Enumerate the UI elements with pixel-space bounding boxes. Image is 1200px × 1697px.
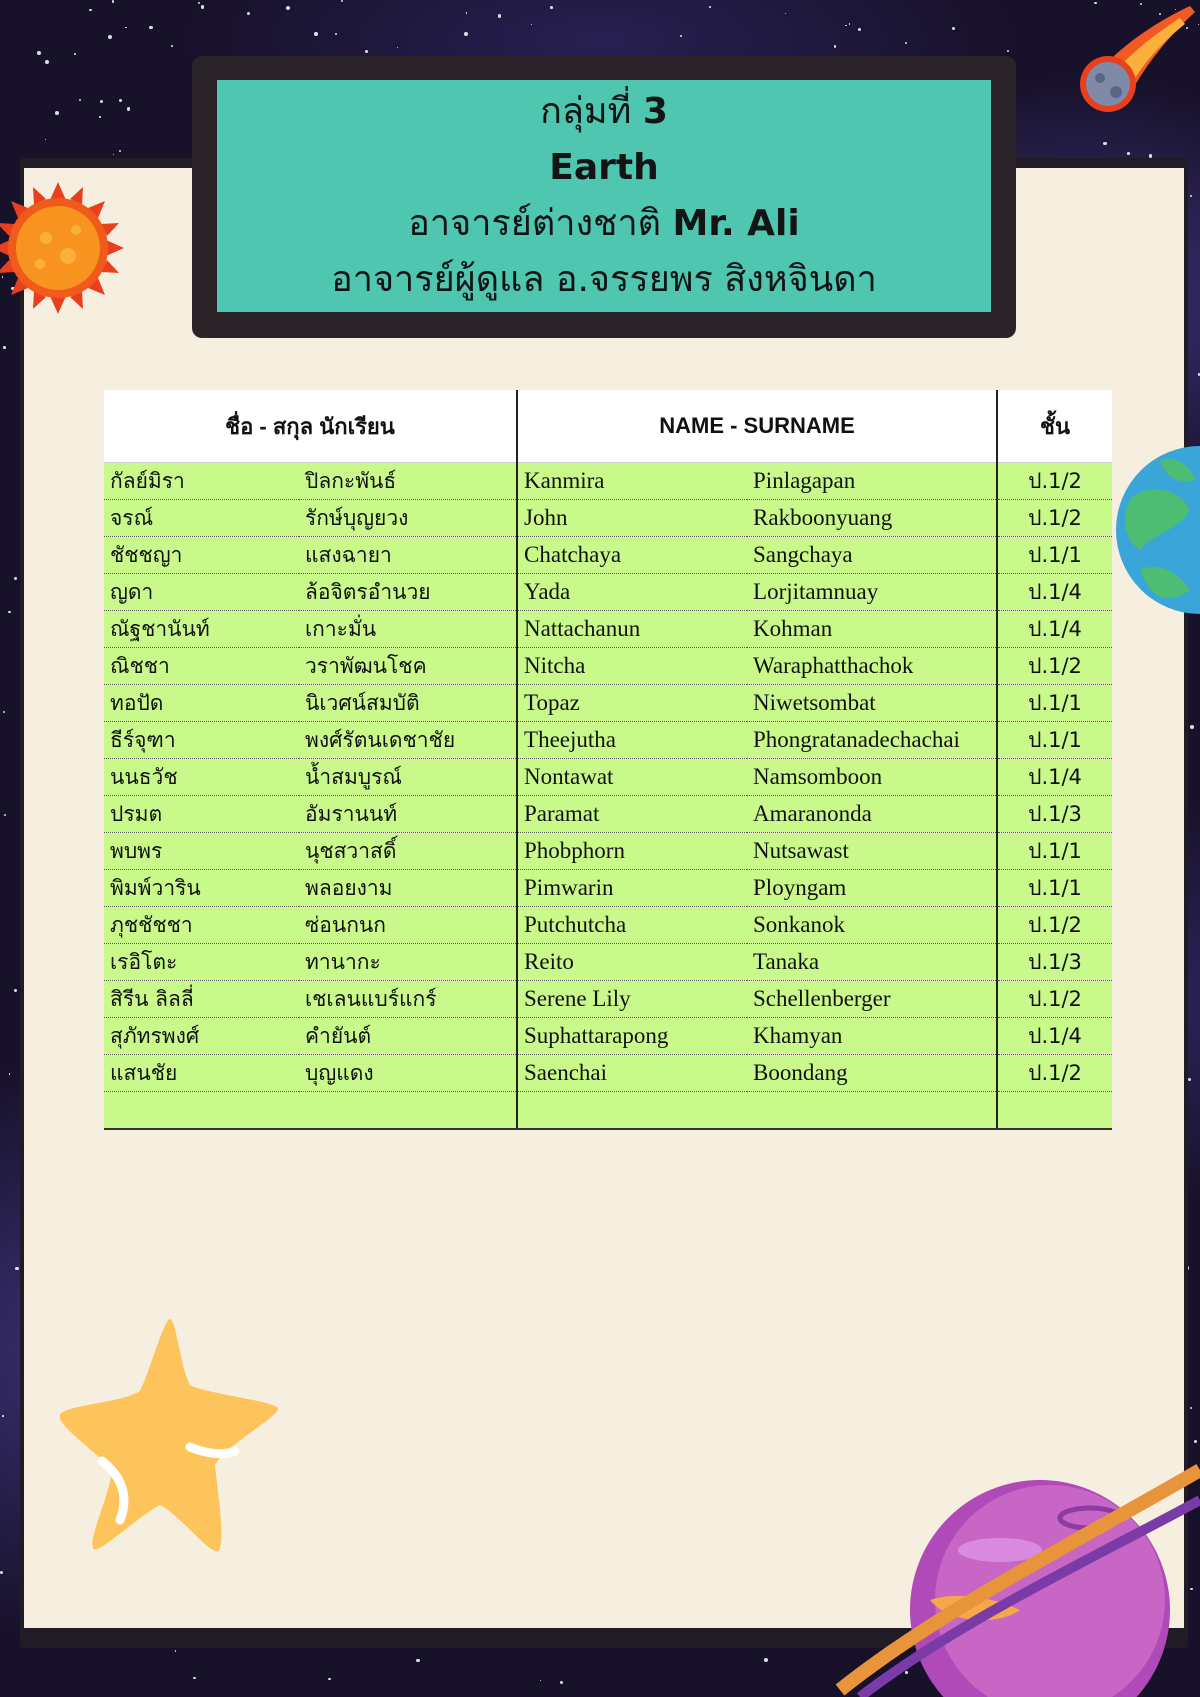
cell-class: ป.1/2	[997, 981, 1112, 1018]
background-star	[1007, 50, 1009, 52]
cell-class: ป.1/4	[997, 574, 1112, 611]
cell-thai-first-name: จรณ์	[104, 500, 299, 537]
cell-thai-last-name: เกาะมั่น	[299, 611, 517, 648]
background-star	[466, 12, 468, 14]
table-body	[104, 463, 1112, 1130]
comet-icon	[1040, 0, 1200, 125]
table-row	[104, 574, 1112, 611]
background-star	[845, 25, 846, 26]
cell-english-last-name: Niwetsombat	[747, 685, 997, 722]
cell-english-first-name: Pimwarin	[517, 870, 747, 907]
background-star	[100, 100, 104, 104]
table-row	[104, 500, 1112, 537]
background-star	[247, 12, 250, 15]
background-star	[858, 28, 861, 31]
background-star	[89, 9, 92, 12]
cell-english-last-name: Sangchaya	[747, 537, 997, 574]
background-star	[1127, 152, 1130, 155]
background-star	[709, 6, 711, 8]
cell-thai-first-name: สุภัทรพงศ์	[104, 1018, 299, 1055]
cell-thai-first-name: แสนชัย	[104, 1055, 299, 1092]
cell-english-last-name: Khamyan	[747, 1018, 997, 1055]
cell-class: ป.1/1	[997, 537, 1112, 574]
table-row	[104, 1092, 1112, 1130]
cell-class: ป.1/3	[997, 796, 1112, 833]
foreign-teacher-line	[408, 196, 799, 252]
background-star	[15, 1267, 19, 1271]
cell-english-last-name: Pinlagapan	[747, 463, 997, 500]
background-star	[1190, 1407, 1192, 1409]
cell-english-first-name: Nattachanun	[517, 611, 747, 648]
background-star	[952, 27, 955, 30]
background-star	[113, 154, 114, 155]
cell-english-last-name: Kohman	[747, 611, 997, 648]
background-star	[8, 611, 11, 614]
background-star	[416, 1659, 419, 1662]
background-star	[79, 99, 81, 101]
background-star	[9, 1073, 11, 1075]
cell-english-last-name: Boondang	[747, 1055, 997, 1092]
table-row	[104, 537, 1112, 574]
student-table	[104, 390, 1112, 1130]
cell-thai-first-name: ธีร์จุฑา	[104, 722, 299, 759]
cell-english-first-name: Theejutha	[517, 722, 747, 759]
cell-english-last-name: Namsomboon	[747, 759, 997, 796]
group-line	[540, 84, 668, 140]
background-star	[1188, 1078, 1191, 1081]
cell-english-first-name	[517, 1092, 747, 1130]
table-row	[104, 833, 1112, 870]
header-box	[217, 80, 991, 312]
background-star	[198, 2, 201, 5]
cell-thai-first-name: นนธวัช	[104, 759, 299, 796]
cell-english-first-name: Phobphorn	[517, 833, 747, 870]
cell-class: ป.1/4	[997, 759, 1112, 796]
background-star	[905, 42, 907, 44]
background-star	[560, 1681, 563, 1684]
background-star	[127, 107, 130, 110]
cell-class: ป.1/1	[997, 870, 1112, 907]
ringed-planet-icon	[820, 1440, 1200, 1697]
background-star	[45, 60, 49, 64]
background-star	[1190, 195, 1192, 197]
background-star	[3, 711, 5, 713]
group-number: 3	[642, 91, 668, 132]
cell-class: ป.1/2	[997, 463, 1112, 500]
background-star	[37, 51, 41, 55]
background-star	[680, 35, 682, 37]
background-star	[328, 1678, 330, 1680]
table-row	[104, 1055, 1112, 1092]
cell-thai-first-name: พบพร	[104, 833, 299, 870]
cell-thai-first-name: ณัฐชานันท์	[104, 611, 299, 648]
cell-english-last-name: Waraphatthachok	[747, 648, 997, 685]
cell-thai-first-name: พิมพ์วาริน	[104, 870, 299, 907]
background-star	[764, 1658, 768, 1662]
cell-class: ป.1/4	[997, 1018, 1112, 1055]
foreign-teacher-prefix: อาจารย์ต่างชาติ	[408, 203, 662, 244]
background-star	[531, 24, 532, 25]
table-row	[104, 796, 1112, 833]
cell-thai-first-name: ทอปัด	[104, 685, 299, 722]
cell-english-first-name: Saenchai	[517, 1055, 747, 1092]
cell-english-first-name: Putchutcha	[517, 907, 747, 944]
cell-thai-first-name: ชัชชญา	[104, 537, 299, 574]
cell-english-first-name: Kanmira	[517, 463, 747, 500]
background-star	[540, 1680, 541, 1681]
table-row	[104, 685, 1112, 722]
cell-english-last-name: Schellenberger	[747, 981, 997, 1018]
cell-thai-last-name	[299, 1092, 517, 1130]
table-row	[104, 870, 1112, 907]
background-star	[1190, 725, 1194, 729]
cell-thai-first-name	[104, 1092, 299, 1130]
table-row	[104, 759, 1112, 796]
table-header-row	[104, 390, 1112, 463]
cell-thai-first-name: ปรมต	[104, 796, 299, 833]
cell-english-last-name: Nutsawast	[747, 833, 997, 870]
cell-english-first-name: Paramat	[517, 796, 747, 833]
cell-class: ป.1/3	[997, 944, 1112, 981]
background-star	[119, 99, 122, 102]
background-star	[314, 32, 318, 36]
cell-thai-last-name: น้ำสมบูรณ์	[299, 759, 517, 796]
background-star	[464, 32, 468, 36]
cell-english-first-name: Reito	[517, 944, 747, 981]
cell-thai-last-name: ซ่อนกนก	[299, 907, 517, 944]
col-header-class: ชั้น	[997, 390, 1112, 463]
background-star	[74, 53, 76, 55]
cell-thai-last-name: คำยันต์	[299, 1018, 517, 1055]
cell-thai-last-name: นุชสวาสดิ์	[299, 833, 517, 870]
cell-thai-first-name: เรอิโตะ	[104, 944, 299, 981]
sun-icon	[0, 178, 124, 318]
advisor-line: อาจารย์ผู้ดูแล อ.จรรยพร สิงหจินดา	[331, 259, 877, 300]
cell-thai-last-name: ปิลกะพันธ์	[299, 463, 517, 500]
background-star	[335, 33, 337, 35]
cell-english-last-name: Sonkanok	[747, 907, 997, 944]
cell-thai-first-name: กัลย์มิรา	[104, 463, 299, 500]
cell-class: ป.1/2	[997, 907, 1112, 944]
cell-english-first-name: Serene Lily	[517, 981, 747, 1018]
background-star	[785, 13, 786, 14]
cell-thai-last-name: อัมรานนท์	[299, 796, 517, 833]
background-star	[171, 45, 173, 47]
background-star	[14, 989, 17, 992]
table-row	[104, 981, 1112, 1018]
table-row	[104, 722, 1112, 759]
cell-class: ป.1/1	[997, 833, 1112, 870]
star-icon	[50, 1305, 290, 1565]
cell-thai-last-name: พงศ์รัตนเดชาชัย	[299, 722, 517, 759]
background-star	[55, 111, 59, 115]
cell-english-first-name: John	[517, 500, 747, 537]
col-header-english-name: NAME - SURNAME	[517, 390, 997, 463]
cell-english-last-name: Ployngam	[747, 870, 997, 907]
background-star	[125, 27, 127, 29]
table-row	[104, 944, 1112, 981]
cell-english-last-name: Tanaka	[747, 944, 997, 981]
table-row	[104, 648, 1112, 685]
cell-thai-last-name: นิเวศน์สมบัติ	[299, 685, 517, 722]
background-star	[550, 6, 553, 9]
background-star	[4, 814, 6, 816]
student-table-wrap	[104, 390, 1112, 1130]
background-star	[175, 1650, 176, 1651]
background-star	[14, 577, 17, 580]
cell-thai-last-name: ทานากะ	[299, 944, 517, 981]
background-star	[1103, 142, 1106, 145]
background-star	[0, 1571, 3, 1574]
background-star	[45, 139, 46, 140]
cell-english-first-name: Yada	[517, 574, 747, 611]
cell-thai-last-name: ล้อจิตรอำนวย	[299, 574, 517, 611]
cell-thai-last-name: บุญแดง	[299, 1055, 517, 1092]
cell-english-last-name: Rakboonyuang	[747, 500, 997, 537]
background-star	[99, 116, 101, 118]
cell-english-first-name: Nontawat	[517, 759, 747, 796]
table-row	[104, 611, 1112, 648]
cell-english-first-name: Topaz	[517, 685, 747, 722]
group-prefix: กลุ่มที่	[540, 91, 632, 132]
group-name-text: Earth	[549, 147, 659, 188]
cell-class: ป.1/1	[997, 685, 1112, 722]
cell-english-last-name	[747, 1092, 997, 1130]
cell-thai-first-name: ภุชชัชชา	[104, 907, 299, 944]
cell-class: ป.1/2	[997, 1055, 1112, 1092]
foreign-teacher-name: Mr. Ali	[672, 203, 800, 244]
background-star	[397, 47, 398, 48]
cell-english-first-name: Suphattarapong	[517, 1018, 747, 1055]
cell-english-last-name: Lorjitamnuay	[747, 574, 997, 611]
background-star	[193, 1677, 195, 1679]
earth-planet-icon	[1110, 440, 1200, 620]
background-star	[365, 50, 368, 53]
cell-english-last-name: Phongratanadechachai	[747, 722, 997, 759]
group-name	[549, 140, 658, 196]
cell-thai-first-name: สิรีน ลิลลี่	[104, 981, 299, 1018]
cell-class: ป.1/2	[997, 500, 1112, 537]
background-star	[108, 35, 112, 39]
cell-thai-last-name: รักษ์บุญยวง	[299, 500, 517, 537]
cell-thai-last-name: แสงฉายา	[299, 537, 517, 574]
background-star	[849, 23, 851, 25]
background-star	[834, 45, 836, 47]
cell-thai-last-name: เชเลนแบร์แกร์	[299, 981, 517, 1018]
cell-thai-first-name: ญดา	[104, 574, 299, 611]
cell-class: ป.1/4	[997, 611, 1112, 648]
background-star	[2, 1415, 4, 1417]
cell-thai-last-name: วราพัฒนโชค	[299, 648, 517, 685]
background-star	[201, 5, 205, 9]
background-star	[286, 6, 290, 10]
background-star	[341, 0, 343, 2]
cell-class	[997, 1092, 1112, 1130]
cell-thai-first-name: ณิชชา	[104, 648, 299, 685]
cell-english-last-name: Amaranonda	[747, 796, 997, 833]
background-star	[112, 0, 114, 2]
cell-thai-last-name: พลอยงาม	[299, 870, 517, 907]
background-star	[149, 26, 152, 29]
background-star	[498, 14, 501, 17]
table-row	[104, 907, 1112, 944]
cell-class: ป.1/1	[997, 722, 1112, 759]
cell-class: ป.1/2	[997, 648, 1112, 685]
cell-english-first-name: Nitcha	[517, 648, 747, 685]
cell-english-first-name: Chatchaya	[517, 537, 747, 574]
background-star	[119, 150, 121, 152]
background-star	[3, 346, 6, 349]
col-header-thai-name: ชื่อ - สกุล นักเรียน	[104, 390, 517, 463]
table-row	[104, 1018, 1112, 1055]
table-row	[104, 463, 1112, 500]
